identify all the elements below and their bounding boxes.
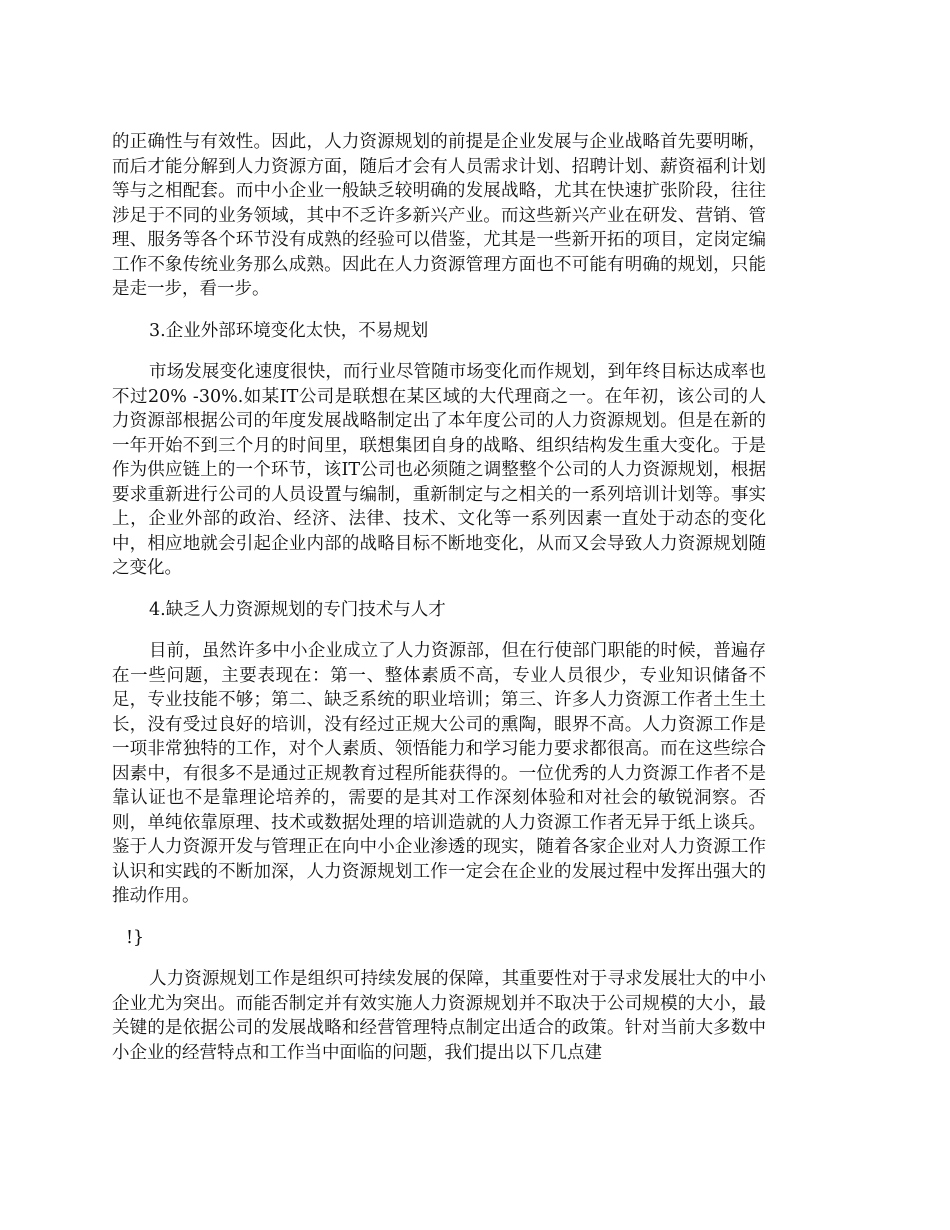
body-paragraph-4: 人力资源规划工作是组织可持续发展的保障，其重要性对于寻求发展壮大的中小企业尤为突出。而能否制定并有效实施人力资源规划并不取决于公司规模的大小，最关键的是依据公司的发展战略和经营管理特点制定出适合的政策。针对当前大多数中小企业的经营特点和工作当中面临的问题，我们提出以下几点建 [112, 969, 766, 1063]
section-heading-3: 3.企业外部环境变化太快，不易规划 [149, 320, 429, 341]
body-paragraph-1: 的正确性与有效性。因此，人力资源规划的前提是企业发展与企业战略首先要明晰，而后才能分解到人力资源方面，随后才会有人员需求计划、招聘计划、薪资福利计划等与之相配套。而中小企业一般缺乏较明确的发展战略，尤其在快速扩张阶段，往往涉足于不同的业务领域，其中不乏许多新兴产业。而这些新兴产业在研发、营销、管理、服务等各个环节没有成熟的经验可以借鉴，尤其是一些新开拓的项目，定岗定编工作不象传统业务那么成熟。因此在人力资源管理方面也不可能有明确的规划，只能是走一步，看一步。 [112, 132, 766, 299]
document-page [112, 130, 766, 1082]
section-heading-4: 4.缺乏人力资源规划的专门技术与人才 [149, 599, 446, 620]
body-paragraph-2: 市场发展变化速度很快，而行业尽管随市场变化而作规划，到年终目标达成率也不过20% -30%.如某IT公司是联想在某区域的大代理商之一。在年初，该公司的人力资源部根据公司的年度发展战略制定出了本年度公司的人力资源规划。但是在新的一年开始不到三个月的时间里，联想集团自身的战略、组织结构发生重大变化。于是作为供应链上的一个环节，该IT公司也必须随之调整整个公司的人力资源规划，根据要求重新进行公司的人员设置与编制，重新制定与之相关的一系列培训计划等。事实上，企业外部的政治、经济、法律、技术、文化等一系列因素一直处于动态的变化中，相应地就会引起企业内部的战略目标不断地变化，从而又会导致人力资源规划随之变化。 [112, 362, 766, 578]
stray-mark: !} [126, 927, 145, 948]
body-paragraph-3: 目前，虽然许多中小企业成立了人力资源部，但在行使部门职能的时候，普遍存在一些问题，主要表现在：第一、整体素质不高，专业人员很少，专业知识储备不足，专业技能不够；第二、缺乏系统的职业培训；第三、许多人力资源工作者土生土长，没有受过良好的培训，没有经过正规大公司的熏陶，眼界不高。人力资源工作是一项非常独特的工作，对个人素质、领悟能力和学习能力要求都很高。而在这些综合因素中，有很多不是通过正规教育过程所能获得的。一位优秀的人力资源工作者不是靠认证也不是靠理论培养的，需要的是其对工作深刻体验和对社会的敏锐洞察。否则，单纯依靠原理、技术或数据处理的培训造就的人力资源工作者无异于纸上谈兵。鉴于人力资源开发与管理正在向中小企业渗透的现实，随着各家企业对人力资源工作认识和实践的不断加深，人力资源规划工作一定会在企业的发展过程中发挥出强大的推动作用。 [112, 641, 766, 906]
